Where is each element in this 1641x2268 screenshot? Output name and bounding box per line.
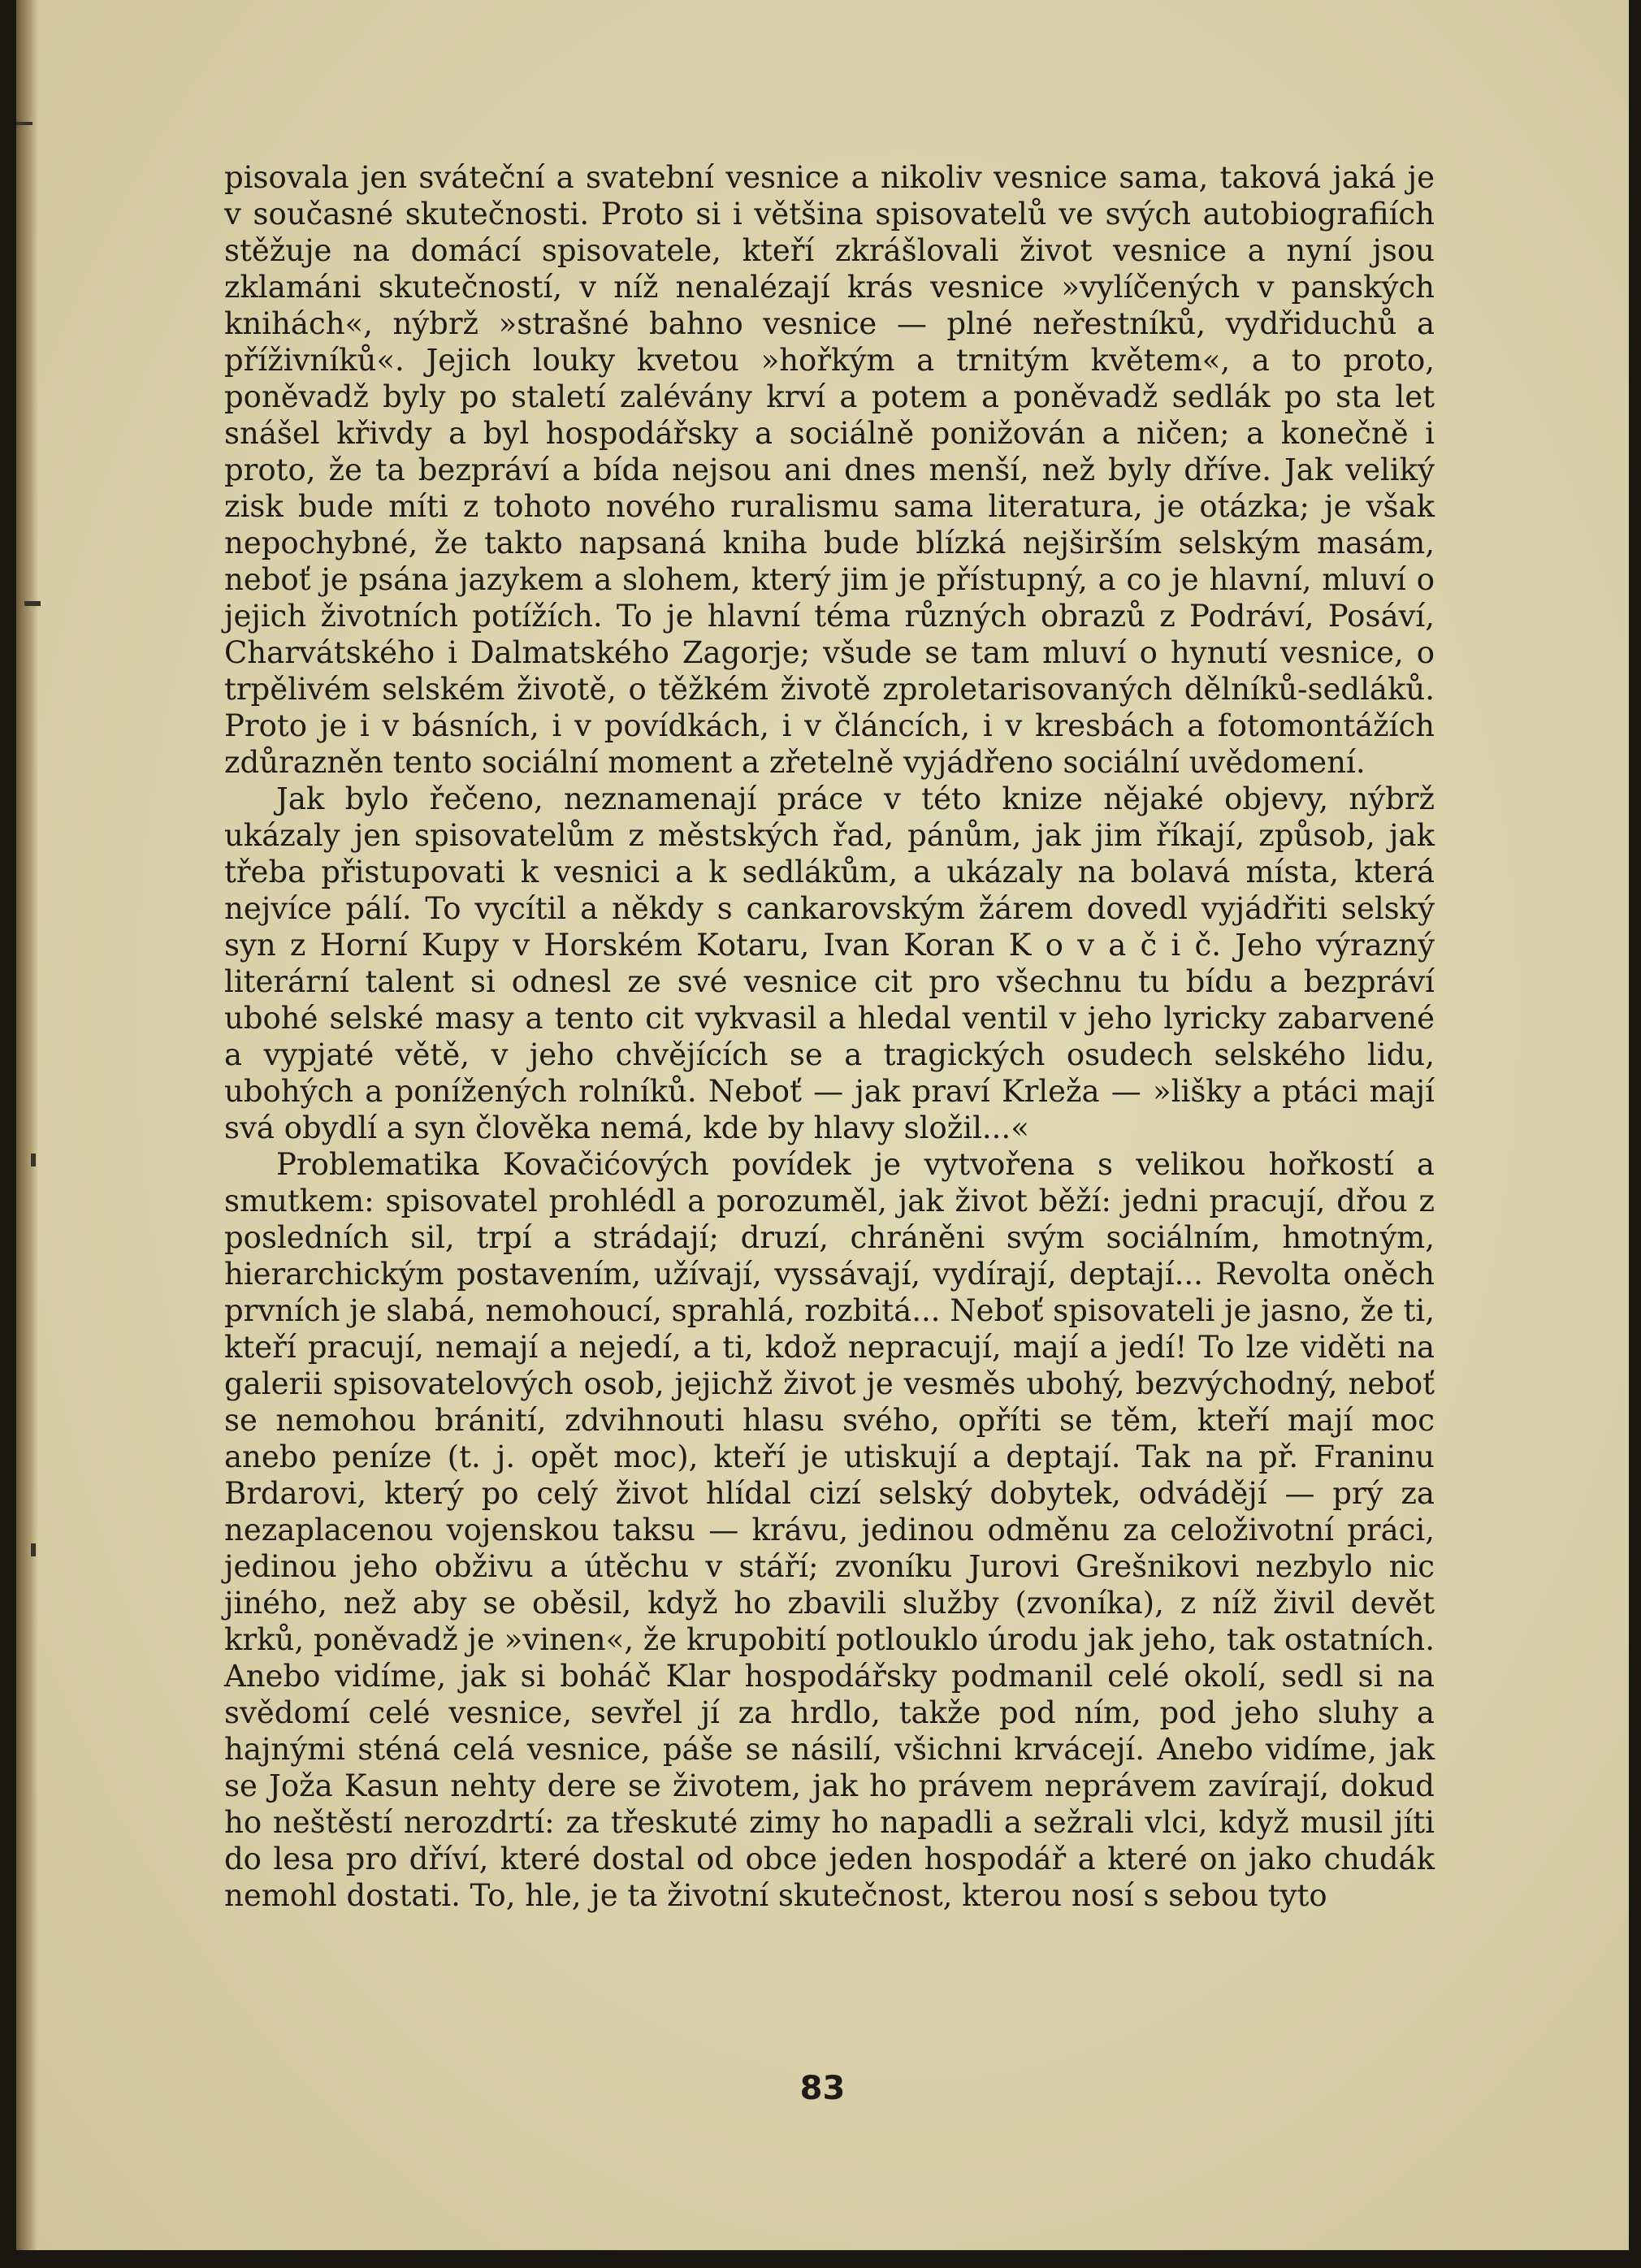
page-number: 83 [799,2070,846,2107]
paragraph-3: Problematika Kovačićových povídek je vytvořena s velikou hořkostí a smutkem: spisovatel prohlédl a porozuměl, jak život běží: jedni pracují, dřou z posledních sil, trpí a strádají; druzí, chráněni svým sociálním, hmotným, hierarchickým postavením, užívají, vyssávají, vydírají, deptají... Revolta oněch prvních je slabá, nemohoucí, sprahlá, rozbitá... Neboť spisovateli je jasno, že ti, kteří pracují, nemají a nejedí, a ti, kdož nepracují, mají a jedí! To lze viděti na galerii spisovatelových osob, jejichž život je vesměs ubohý, bezvýchodný, neboť se nemohou bránití, zdvihnouti hlasu svého, opříti se těm, kteří mají moc anebo peníze (t. j. opět moc), kteří je utiskují a deptají. Tak na př. Franinu Brdarovi, který po celý život hlídal cizí selský dobytek, odvádějí — prý za nezaplacenou vojenskou taksu — krávu, jedinou odměnu za celoživotní práci, jedinou jeho obživu a útěchu v stáří; zvoníku Jurovi Grešnikovi nezbylo nic jiného, než aby se oběsil, když ho zbavili služby (zvoníka), z níž živil devět krků, poněvadž je »vinen«, že krupobití potlouklo úrodu jak jeho, tak ostatních. Anebo vidíme, jak si boháč Klar hospodářsky podmanil celé okolí, sedl si na svědomí celé vesnice, sevřel jí za hrdlo, takže pod ním, pod jeho sluhy a hajnými sténá celá vesnice, páše se násilí, všichni krvácejí. Anebo vidíme, jak se Jožа Kasun nehty dere se životem, jak ho právem neprávem zavírají, dokud ho neštěstí nerozdrtí: za třeskuté zimy ho napadli a sežrali vlci, když musil jíti do lesa pro dříví, které dostal od obce jeden hospodář a které on jako chudák nemohl dostati. To, hle, je ta životní skutečnost, kterou nosí s sebou tyto [224,1147,1435,1913]
book-page [16,0,1629,2250]
body-text [224,159,1435,1914]
margin-mark [31,1543,36,1556]
margin-mark [16,122,32,125]
book-spine-shadow [16,0,37,2250]
margin-mark [31,1153,36,1166]
paragraph-1: pisovala jen sváteční a svatební vesnice a nikoliv vesnice sama, taková jaká je v současné skutečnosti. Proto si i většina spisovatelů ve svých autobiografiích stěžuje na domácí spisovatele, kteří zkrášlovali život vesnice a nyní jsou zklamáni skutečností, v níž nenalézají krás vesnice »vylíčených v panských knihách«, nýbrž »strašné bahno vesnice — plné neřestníků, vydřiduchů a příživníků«. Jejich louky kvetou »hořkým a trnitým květem«, a to proto, poněvadž byly po staletí zalévány krví a potem a poněvadž sedlák po sta let snášel křivdy a byl hospodářsky a sociálně ponižován a ničen; a konečně i proto, že ta bezpráví a bída nejsou ani dnes menší, než byly dříve. Jak veliký zisk bude míti z tohoto nového ruralismu sama literatura, je otázka; je však nepochybné, že takto napsaná kniha bude blízká nejširším selským masám, neboť je psána jazykem a slohem, který jim je přístupný, a co je hlavní, mluví o jejich životních potížích. To je hlavní téma různých obrazů z Podráví, Posáví, Charvátského i Dalmatského Zagorje; všude se tam mluví o hynutí vesnice, o trpělivém selském životě, o těžkém životě zproletarisovaných dělníků-sedláků. Proto je i v básních, i v povídkách, i v článcích, i v kresbách a fotomontážích zdůrazněn tento sociální moment a zřetelně vyjádřeno sociální uvědomení. [224,160,1435,780]
paragraph-2: Jak bylo řečeno, neznamenají práce v této knize nějaké objevy, nýbrž ukázaly jen spisovatelům z městských řad, pánům, jak jim říkají, způsob, jak třeba přistupovati k vesnici a k sedlákům, a ukázaly na bolavá místa, která nejvíce pálí. To vycítil a někdy s cankarovským žárem dovedl vyjádřiti selský syn z Horní Kupy v Horském Kotaru, Ivan Koran K o v a č i č. Jeho výrazný literární talent si odnesl ze své vesnice cit pro všechnu tu bídu a bezpráví ubohé selské masy a tento cit vykvasil a hledal ventil v jeho lyricky zabarvené a vypjaté větě, v jeho chvějících se a tragických osudech selského lidu, ubohých a ponížených rolníků. Neboť — jak praví Krleža — »lišky a ptáci mají svá obydlí a syn člověka nemá, kde by hlavy složil...« [224,781,1435,1145]
margin-mark [24,601,41,606]
